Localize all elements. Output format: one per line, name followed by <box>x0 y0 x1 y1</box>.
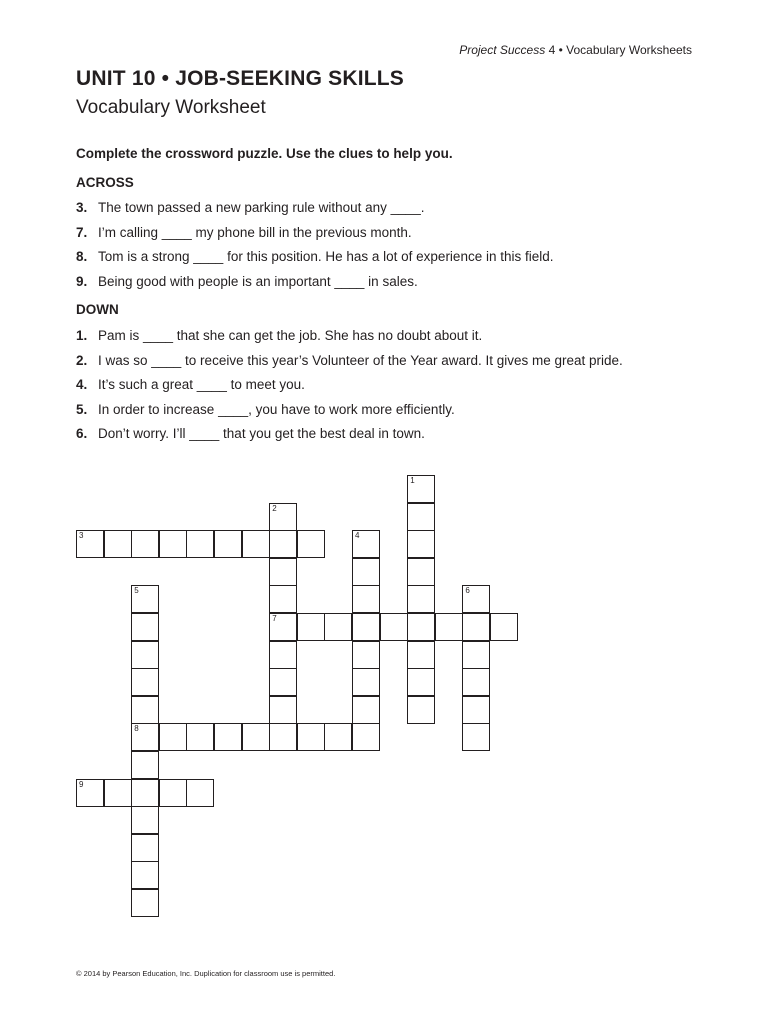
crossword-cell[interactable] <box>269 696 297 724</box>
instructions: Complete the crossword puzzle. Use the clues to help you. <box>76 146 453 161</box>
crossword-cell[interactable] <box>490 613 518 641</box>
cell-number: 3 <box>79 531 84 541</box>
clue-number: 8. <box>76 249 88 265</box>
crossword-cell[interactable] <box>186 723 214 751</box>
crossword-cell[interactable] <box>269 668 297 696</box>
crossword-cell[interactable] <box>159 723 187 751</box>
crossword-cell[interactable] <box>407 613 435 641</box>
crossword-cell[interactable] <box>297 613 325 641</box>
crossword-cell[interactable] <box>269 585 297 613</box>
clue-number: 6. <box>76 426 88 442</box>
clue-number: 2. <box>76 352 88 368</box>
page-header <box>459 43 692 57</box>
crossword-cell[interactable] <box>407 696 435 724</box>
down-clue <box>76 373 696 398</box>
crossword-cell[interactable] <box>462 723 490 751</box>
clue-number: 5. <box>76 401 88 417</box>
down-clue-list <box>76 324 696 447</box>
crossword-cell[interactable] <box>214 530 242 558</box>
clue-text: In order to increase ____, you have to work more efficiently. <box>98 401 455 417</box>
crossword-cell[interactable] <box>131 585 159 613</box>
crossword-cell[interactable] <box>407 641 435 669</box>
across-heading: ACROSS <box>76 175 134 190</box>
across-clue <box>76 270 696 295</box>
down-clue <box>76 398 696 423</box>
clue-text: Pam is ____ that she can get the job. She has no doubt about it. <box>98 328 483 343</box>
down-clue <box>76 422 696 447</box>
crossword-cell[interactable] <box>131 751 159 779</box>
clue-text: I’m calling ____ my phone bill in the previous month. <box>98 224 412 240</box>
crossword-cell[interactable] <box>76 779 104 807</box>
clue-text: The town passed a new parking rule without any ____. <box>98 200 425 215</box>
crossword-cell[interactable] <box>407 668 435 696</box>
crossword-cell[interactable] <box>242 723 270 751</box>
crossword-cell[interactable] <box>131 668 159 696</box>
clue-text: I was so ____ to receive this year’s Volunteer of the Year award. It gives me great pride. <box>98 352 623 368</box>
across-clue <box>76 221 696 246</box>
crossword-cell[interactable] <box>131 641 159 669</box>
cell-number: 9 <box>79 779 84 789</box>
clue-number: 9. <box>76 273 88 289</box>
crossword-cell[interactable] <box>131 723 159 751</box>
crossword-cell[interactable] <box>269 558 297 586</box>
crossword-cell[interactable] <box>435 613 463 641</box>
crossword-cell[interactable] <box>242 530 270 558</box>
crossword-cell[interactable] <box>352 530 380 558</box>
crossword-cell[interactable] <box>352 558 380 586</box>
crossword-cell[interactable] <box>407 475 435 503</box>
crossword-cell[interactable] <box>462 668 490 696</box>
clue-text: Tom is a strong ____ for this position. He has a lot of experience in this field. <box>98 249 554 265</box>
crossword-cell[interactable] <box>269 641 297 669</box>
crossword-cell[interactable] <box>131 861 159 889</box>
cell-number: 2 <box>272 503 277 513</box>
crossword-cell[interactable] <box>186 530 214 558</box>
crossword-cell[interactable] <box>104 530 132 558</box>
crossword-cell[interactable] <box>352 585 380 613</box>
crossword-cell[interactable] <box>269 723 297 751</box>
across-clue <box>76 245 696 270</box>
cell-number: 6 <box>465 586 470 596</box>
clue-text: Being good with people is an important ____ in sales. <box>98 273 418 289</box>
crossword-cell[interactable] <box>297 530 325 558</box>
crossword-cell[interactable] <box>131 613 159 641</box>
crossword-cell[interactable] <box>131 530 159 558</box>
clue-text: It’s such a great ____ to meet you. <box>98 377 305 393</box>
crossword-cell[interactable] <box>324 613 352 641</box>
crossword-cell[interactable] <box>131 889 159 917</box>
crossword-cell[interactable] <box>407 585 435 613</box>
crossword-cell[interactable] <box>297 723 325 751</box>
crossword-cell[interactable] <box>462 585 490 613</box>
crossword-cell[interactable] <box>269 613 297 641</box>
crossword-cell[interactable] <box>76 530 104 558</box>
crossword-cell[interactable] <box>104 779 132 807</box>
crossword-cell[interactable] <box>214 723 242 751</box>
section-name: Vocabulary Worksheets <box>566 43 692 57</box>
series-level: 4 <box>548 43 556 57</box>
cell-number: 5 <box>134 586 139 596</box>
crossword-cell[interactable] <box>159 779 187 807</box>
down-clue <box>76 349 696 374</box>
clue-number: 4. <box>76 377 88 393</box>
clue-number: 3. <box>76 200 88 215</box>
cell-number: 1 <box>410 476 415 485</box>
crossword-cell[interactable] <box>462 696 490 724</box>
crossword-cell[interactable] <box>407 503 435 531</box>
cell-number: 7 <box>272 614 277 623</box>
down-clue <box>76 324 696 349</box>
page-title: UNIT 10 • JOB-SEEKING SKILLS <box>76 67 405 90</box>
clue-number: 1. <box>76 328 88 343</box>
crossword-cell[interactable] <box>186 779 214 807</box>
crossword-cell[interactable] <box>407 530 435 558</box>
crossword-cell[interactable] <box>269 530 297 558</box>
crossword-cell[interactable] <box>352 696 380 724</box>
crossword-cell[interactable] <box>324 723 352 751</box>
cell-number: 8 <box>134 724 139 734</box>
across-clue-list <box>76 196 696 294</box>
bullet-separator: • <box>558 43 563 57</box>
series-title: Project Success <box>459 43 546 57</box>
crossword-cell[interactable] <box>462 641 490 669</box>
crossword-cell[interactable] <box>159 530 187 558</box>
crossword-cell[interactable] <box>131 806 159 834</box>
crossword-cell[interactable] <box>352 641 380 669</box>
crossword-cell[interactable] <box>131 834 159 862</box>
page-subtitle: Vocabulary Worksheet <box>76 97 266 118</box>
down-heading: DOWN <box>76 302 119 317</box>
crossword-cell[interactable] <box>131 696 159 724</box>
crossword-cell[interactable] <box>269 503 297 531</box>
crossword-cell[interactable] <box>462 613 490 641</box>
copyright-footer: © 2014 by Pearson Education, Inc. Duplication for classroom use is permitted. <box>76 969 336 978</box>
clue-number: 7. <box>76 224 88 240</box>
crossword-cell[interactable] <box>131 779 159 807</box>
crossword-cell[interactable] <box>352 723 380 751</box>
crossword-cell[interactable] <box>380 613 408 641</box>
across-clue <box>76 196 696 221</box>
cell-number: 4 <box>355 531 360 541</box>
crossword-cell[interactable] <box>352 613 380 641</box>
clue-text: Don’t worry. I’ll ____ that you get the best deal in town. <box>98 426 425 442</box>
crossword-cell[interactable] <box>407 558 435 586</box>
crossword-cell[interactable] <box>352 668 380 696</box>
